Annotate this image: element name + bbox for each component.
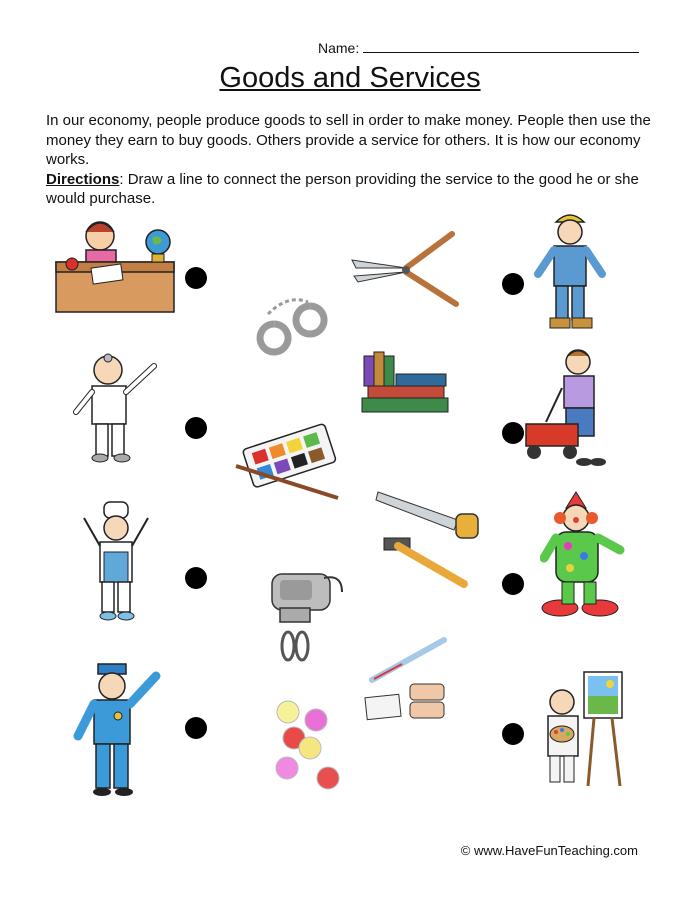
landscaper-dot[interactable] — [502, 422, 524, 444]
watercolor-paints-image — [234, 418, 344, 504]
clown-dot[interactable] — [502, 573, 524, 595]
thermometer-and-bandages-image — [362, 634, 450, 724]
page-title: Goods and Services — [219, 62, 481, 94]
doctor-dot[interactable] — [185, 417, 207, 439]
hand-mixer-image — [266, 568, 348, 664]
hedge-shears-image — [348, 228, 460, 312]
artist-image — [540, 668, 628, 794]
teacher-dot[interactable] — [185, 267, 207, 289]
intro-text: In our economy, people produce goods to sell in order to make money. People then use the money they earn to buy goods. Others provide a service for others. It is how our economy works. — [46, 112, 651, 168]
artist-dot[interactable] — [502, 723, 524, 745]
clown-image — [540, 488, 630, 620]
intro-paragraph — [46, 111, 666, 209]
directions-label: Directions — [46, 170, 120, 188]
chef-image — [78, 498, 154, 624]
name-field — [318, 40, 639, 56]
police-officer-dot[interactable] — [185, 717, 207, 739]
books-image — [358, 346, 452, 420]
name-blank — [363, 40, 639, 53]
landscaper-image — [522, 344, 614, 470]
doctor-image — [72, 352, 164, 464]
construction-worker-dot[interactable] — [502, 273, 524, 295]
police-officer-image — [72, 660, 162, 800]
gumballs-image — [272, 700, 342, 792]
teacher-image — [52, 212, 184, 316]
handcuffs-image — [244, 280, 336, 356]
name-label: Name: — [318, 40, 360, 56]
chef-dot[interactable] — [185, 567, 207, 589]
construction-worker-image — [532, 206, 608, 332]
saw-and-hammer-image — [374, 486, 484, 592]
copyright-footer: © www.HaveFunTeaching.com — [460, 843, 638, 858]
directions-text: : Draw a line to connect the person providing the service to the good he or she would purchase. — [46, 170, 639, 207]
